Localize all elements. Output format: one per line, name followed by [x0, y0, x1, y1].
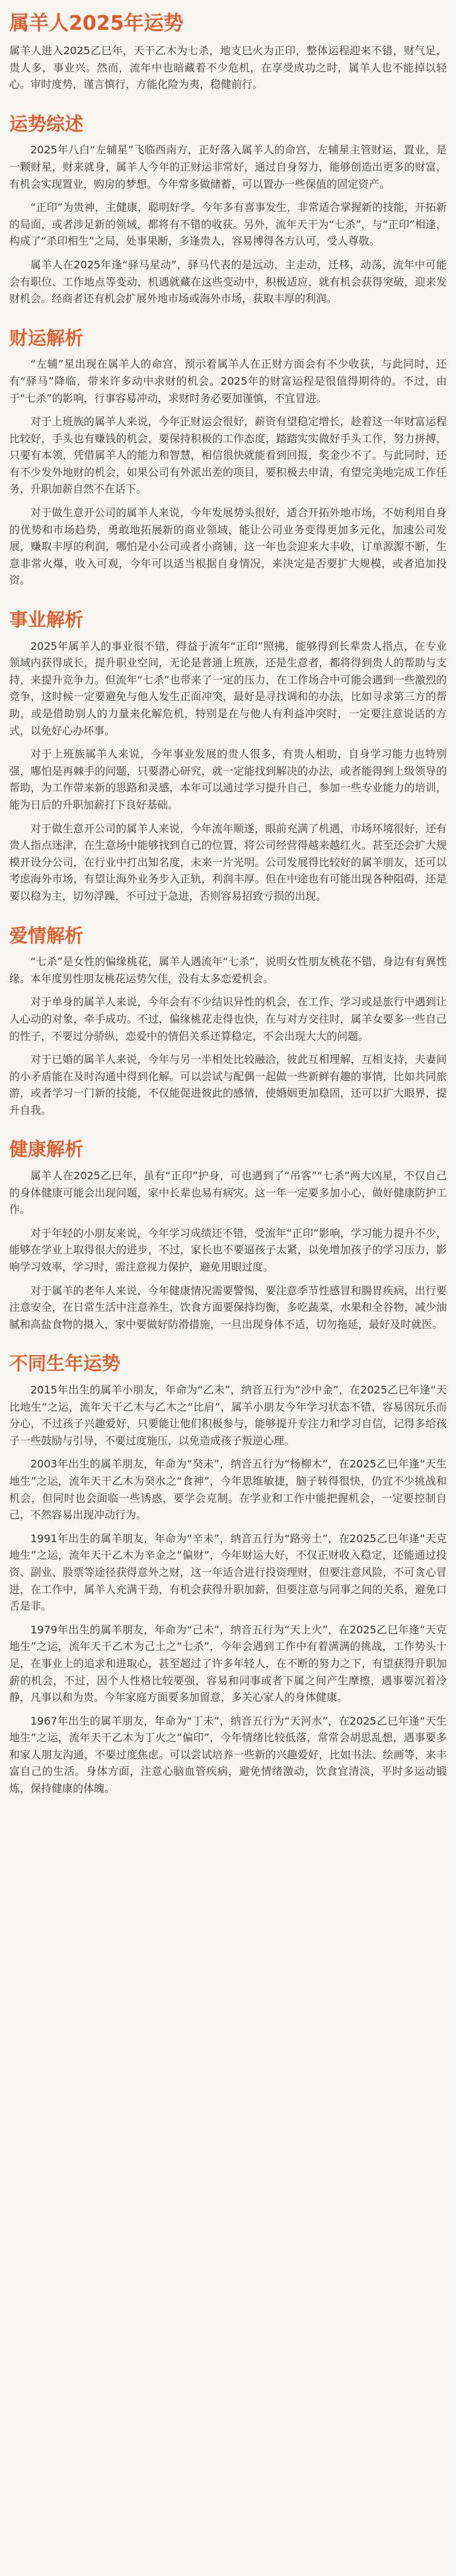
paragraph: 1979年出生的属羊朋友，年命为“己未”，纳音五行为“天上火”，在2025乙巳年逢“天克地生”之运，流年天干乙木为己土之“七杀”，今年会遇到工作中有着满满的挑战，工作势头十足，在事业上的追求和进取心，甚至超过了许多年轻人，在不断的努力之下，有望获得升职加薪的机会，不过，因个人性格比较要强，容易和同事或者下属之间产生摩擦，遇事要沉着冷静，凡事以和为贵。今年家庭方面要多加留意，多关心家人的身体健康。: [9, 1623, 447, 1704]
paragraph: “七杀”是女性的偏缘桃花，属羊人遇流年“七杀”，说明女性朋友桃花不错，身边有有異性缘。本年度男性朋友桃花运势欠佳，没有太多恋爱机会。: [9, 955, 447, 985]
paragraph: 2003年出生的属羊朋友，年命为“癸未”，纳音五行为“杨柳木”，在2025乙巳年逢“天生地生”之运，流年天干乙木为癸水之“食神”，今年思维敏捷，脑子转得很快，仍宜不少挑战和机会，但同时也会面临一些诱惑，要学会克制。在学业和工作中能把握机会，一定要控制自己，不然容易出现冲动行为。: [9, 1458, 447, 1522]
section-heading: 运势综述: [9, 112, 84, 135]
section-birth-years: [9, 1352, 447, 1797]
paragraph: 对于属羊的老年人来说，今年健康情况需要警惕，要注意季节性感冒和腸胃疾病，出行要注意安全，在日常生活中注意养生，饮食方面要保持均衡，多吃蔬菜，水果和全谷物，减少油腻和高盐食物的摄入，家中要做好防滑措施，一旦出现身体不适，切勿拖延，最好及时就医。: [9, 1284, 447, 1331]
intro: [9, 42, 447, 93]
section-love: [9, 925, 447, 1119]
paragraph: 对于已婚的属羊人来说，今年与另一半相处比较融洽，彼此互相理解，互相支持，夫妻间的小矛盾能在及时沟通中得到化解。可以尝试与配偶一起做一些新鲜有趣的事情，比如共同旅游，或者学习一门新的技能，不仅能促进彼此的感情，使婚姻更加稳固，还可以扩大眼界，提升自我。: [9, 1053, 447, 1116]
paragraph: 对于上班族属羊人来说，今年事业发展的贵人很多，有贵人相助，自身学习能力也特别强，哪怕是再棘手的问题，只要潜心研究，就一定能找到解决的办法，或者能得到上级领导的帮助，为工作带来新的思路和灵感，本年可以通过学习提升自己，参加一些专业能力的培训，能为日后的升职加薪打下良好基础。: [9, 748, 447, 811]
paragraph: 对于上班族的属羊人来说，今年正财运会很好，薪资有望稳定增长，趁着这一年财富运程比较好，手头也有赚钱的机会，要保持积极的工作态度，踏踏实实做好手头工作，努力拼搏，只要有本领，凭借属羊人的能力和智慧，相信很快就能看到回报，奖金少不了。与此同时，还有不少发外地财的机会，如果公司有外派出差的项目，要积极去申请，有望完美地完成工作任务，升职加薪自然不在话下。: [9, 415, 447, 496]
paragraph: 属羊人在2025乙巳年，虽有“正印”护身，可也遇到了“吊客”“七杀”两大凶星，不仅自己的身体健康可能会出现问题，家中长辈也易有病灾。这一年一定要多加小心，做好健康防护工作。: [9, 1169, 447, 1216]
paragraph: 2025年属羊人的事业很不错，得益于流年“正印”照拂，能够得到长辈贵人指点，在专业领域内获得成长，提升职业空间，无论是普通上班族，还是生意者，都将得到贵人的帮助与支持，来提升竞争力。但流年“七杀”也带来了一定的压力，在工作场合中可能会遇到一些激烈的竞争，这时候一定要避免与他人发生正面冲突，最好是寻找调和的办法，比如寻求第三方的帮助，或是借助别人的力量来化解危机，特别是在与他人有利益冲突时，一定要注意说话的方式，以免好心办坏事。: [9, 639, 447, 737]
paragraph: 对于年轻的小朋友来说，今年学习成绩还不错，受流年“正印”影响，学习能力提升不少，能够在学业上取得很大的进步，不过，家长也不要逼孩子太紧，以免增加孩子的学习压力，影响学习效率，学习时，需注意视力保护，避免用眼过度。: [9, 1226, 447, 1274]
page-title: 属羊人2025年运势: [9, 12, 184, 35]
paragraph: 2025年八白“左辅星”飞临西南方，正好落入属羊人的命宫，左辅星主管财运，置业，是一颗财星，财来就身，属羊人今年的正财运非常好，通过自身努力，能够创造出更多的财富，有机会实现置业，购房的梦想。今年常多做储蓄，可以置办一些保值的固定资产。: [9, 143, 447, 190]
paragraph: “左辅”星出现在属羊人的命宫，预示着属羊人在正财方面会有不少收获，与此同时，还有“驿马”降临，带来许多动中求财的机会。2025年的财富运程是很值得期待的。不过，由于“七杀”的影响，行事容易冲动，求财时务必要加谨慎，不宜冒进。: [9, 358, 447, 405]
paragraph: 1991年出生的属羊朋友，年命为“辛未”，纳音五行为“路旁土”，在2025乙巳年逢“天克地生”之运，流年天干乙木为辛金之“偏财”，今年财运大好，不仅正财收入稳定，还能通过投资、副业、股票等途径获得意外之财，这一年适合进行投资理财，但要注意风险，不可贪心冒进，在工作中，属羊人充满干劲，有机会获得升职加薪，但要注意与同事之间的关系，避免口舌是非。: [9, 1532, 447, 1613]
section-heading: 不同生年运势: [9, 1352, 121, 1375]
paragraph: 2015年出生的属羊小朋友，年命为“乙未”，纳音五行为“沙中金”，在2025乙巳年逢“天比地生”之运，流年天干乙木与乙木之“比肩”，属羊小朋友今年学习状态不错，容易因玩乐而分心，不过孩子兴趣爱好，只要能让他们积极参与，能够提升专注力和学习自信，记得多给孩子一些鼓励与引导，不要过度施压，以免造成孩子叛逆心理。: [9, 1384, 447, 1447]
paragraph: 1967年出生的属羊朋友，年命为“丁未”，纳音五行为“天河水”，在2025乙巳年逢“天生地生”之运，流年天干乙木为丁火之“偏印”，今年情绪比较低落，常常会胡思乱想，遇事要多和家人朋友沟通，不要过度焦虑。可以尝试培养一些新的兴趣爱好，比如书法、绘画等，来丰富自己的生活。身体方面，注意心脑血管疾病，避免情绪激动，饮食宜清淡，平时多运动锻炼，保持健康的体魄。: [9, 1714, 447, 1795]
section-overview: [9, 113, 447, 307]
section-career: [9, 609, 447, 905]
section-heading: 财运解析: [9, 327, 84, 349]
section-heading: 爱情解析: [9, 924, 84, 947]
paragraph: “正印”为贵神，主健康，聪明好学。今年多有喜事发生，非常适合掌握新的技能，开拓新的局面，或者涉足新的领域，都将有不错的收获。另外，流年天干为“七杀”，与“正印”相逢，构成了“杀印相生”之局，处事果断，多逢贵人，容易博得各方认可，受人尊敬。: [9, 201, 447, 248]
paragraph: 对于做生意开公司的属羊人来说，今年发展势头很好，适合开拓外地市场，不妨利用自身的优势和市场趋势，勇敢地拓展新的商业领域，能让公司业务变得更加多元化，加速公司发展，赚取丰厚的利润，哪怕是小公司或者小商铺，这一年也会迎来大丰收，订单源源不断，生意非常火爆，收入可观，今年可以适当根据自身情况，来决定是否要扩大规模，或者追加投资。: [9, 506, 447, 587]
section-heading: 事业解析: [9, 609, 84, 631]
section-heading: 健康解析: [9, 1138, 84, 1161]
paragraph: 对于做生意开公司的属羊人来说，今年流年顺遂，眼前充满了机遇，市场环境很好，还有贵人指点迷津，在生意场中能够找到自己的位置，将公司经营得越来越红火。甚至还会扩大规模开设分公司，在行业中打出知名度，未来一片光明。公司发展得比较好的属羊朋友，还可以考虑海外市场，有望让海外业务步入正轨，利润丰厚。但在中途也有可能出现各种阻碍，还是要以稳为主，切勿浮躁，不可过于急进，否则容易招致亏损的出现。: [9, 822, 447, 902]
section-wealth: [9, 327, 447, 589]
paragraph: 对于单身的属羊人来说，今年会有不少结识异性的机会，在工作、学习或是旅行中遇到让人心动的对象，牵手成功。不过，偏缘桃花走得也快，在与对方交往时，属羊女要多一些自己的性子，不要过分骄纵，恋爱中的情侣关系还算稳定，不会出现大大的问题。: [9, 995, 447, 1042]
paragraph: 属羊人在2025年逢“驿马星动”，驿马代表的是远动，主走动，迁移，动荡，流年中可能会有职位、工作地点等变动，机遇就藏在这些变动中，积极适应，就有机会获得突破，迎来发财机会。经商者还有机会扩展外地市场或海外市场，获取丰厚的利润。: [9, 258, 447, 305]
section-health: [9, 1138, 447, 1333]
intro-paragraph: 属羊人进入2025乙巳年，天干乙木为七杀，地支巳火为正印，整体运程迎来不错，财气足，贵人多，事业兴。然而，流年中也暗藏着不少危机，在享受成功之时，属羊人也不能掉以轻心。审时度势，谨言慎行，方能化险为夷，稳健前行。: [9, 44, 447, 91]
